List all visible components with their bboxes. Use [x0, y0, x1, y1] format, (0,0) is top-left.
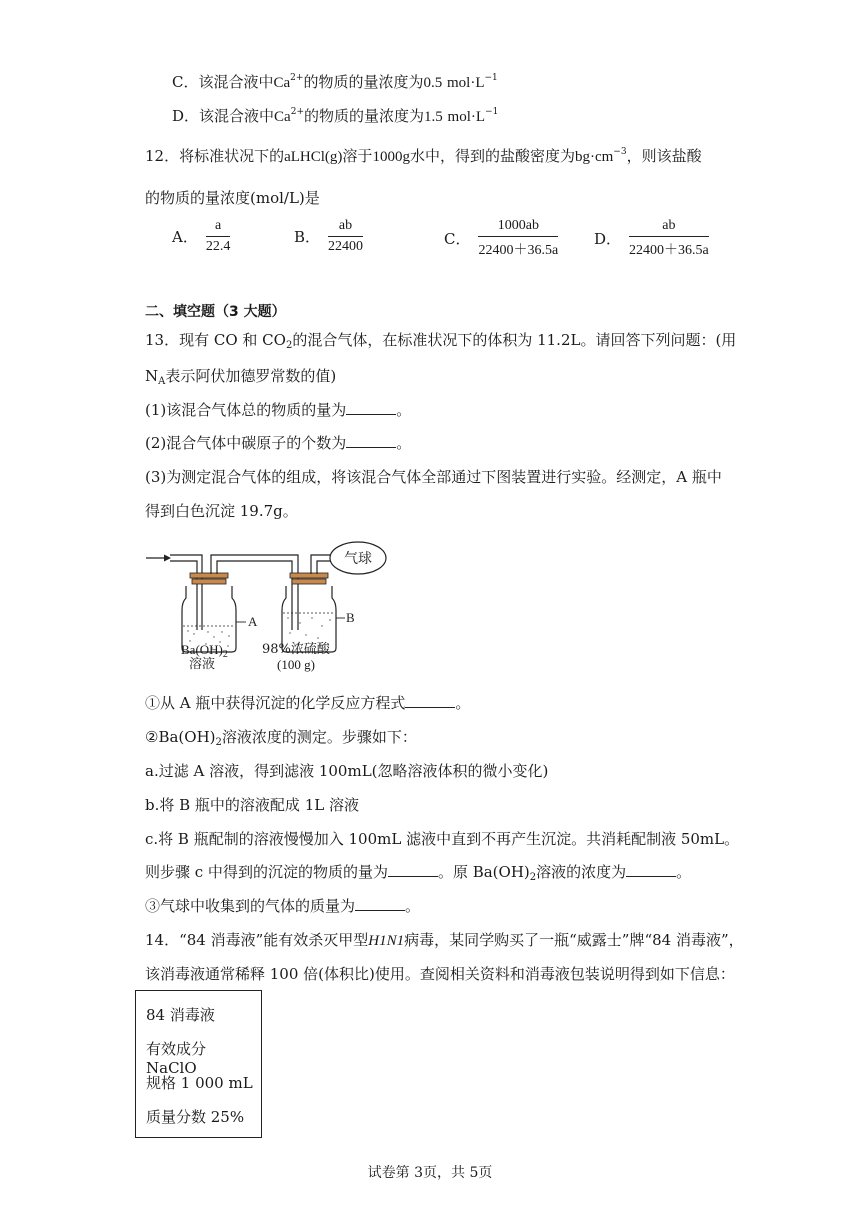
caption-a-line2: 溶液	[189, 657, 216, 672]
bottle-b-stopper	[290, 573, 328, 578]
ion-charge: 2+	[290, 73, 304, 83]
q12-stem-line2: 的物质的量浓度(mol/L)是	[145, 189, 320, 207]
q13-sub1	[145, 400, 411, 420]
bottle-a-stopper	[190, 573, 228, 578]
q11-option-c[interactable]	[172, 72, 498, 93]
option-text: 该混合液中	[199, 107, 275, 125]
answer-blank[interactable]	[346, 400, 396, 415]
option-label: A．	[172, 228, 198, 246]
q13-text: 。	[405, 897, 421, 915]
fraction	[629, 218, 709, 259]
q13-text: ②Ba(OH)	[145, 728, 216, 746]
q13-text: 。	[676, 863, 692, 881]
q13-step-d	[145, 862, 691, 882]
ion-symbol: Ca	[274, 109, 291, 125]
q12-text: 12．将标准状况下的	[145, 147, 285, 165]
q13-stem-line2	[145, 366, 336, 386]
q13-step-c: c.将 B 瓶配制的溶液慢慢加入 100mL 滤液中直到不再产生沉淀。共消耗配制液 50mL。	[145, 830, 740, 848]
numerator: 1000ab	[478, 218, 558, 237]
box-line: 规格 1 000 mL	[146, 1074, 253, 1092]
numerator: a	[206, 218, 231, 237]
q13-text: 13．现有 CO 和 CO	[145, 331, 286, 349]
q12-gas: aLHCl(g)	[284, 149, 343, 165]
caption-text: Ba(OH)	[181, 642, 223, 657]
caption-a-line1	[181, 642, 228, 658]
ion-symbol: Ca	[273, 75, 291, 91]
unit-exp: −1	[484, 73, 498, 83]
q13-stem	[145, 330, 736, 350]
q13-sub3-line2: 得到白色沉淀 19.7g。	[145, 502, 298, 520]
unit: mol·L	[447, 109, 486, 125]
label-b: B	[346, 610, 355, 625]
q13-text: 表示阿伏加德罗常数的值)	[165, 367, 337, 385]
q13-text: 则步骤 c 中得到的沉淀的物质的量为	[145, 863, 388, 881]
option-label: D．	[172, 107, 200, 125]
page-footer: 试卷第 3页，共 5页	[367, 1165, 493, 1181]
option-label: B．	[294, 228, 321, 246]
q12-density: bg·cm	[574, 149, 614, 165]
q13-c3	[145, 896, 420, 916]
q13-text: ①从 A 瓶中获得沉淀的化学反应方程式	[145, 694, 406, 712]
q13-text: 溶液的浓度为	[536, 863, 627, 881]
q13-text: 。原 Ba(OH)	[437, 863, 530, 881]
subscript: 2	[529, 872, 537, 883]
q12-text: ，则该盐酸	[626, 147, 702, 165]
q13-text: (2)混合气体中碳原子的个数为	[145, 434, 347, 452]
q14-text: 14．“84 消毒液”能有效杀灭甲型	[145, 931, 369, 949]
q13-text: 。	[455, 694, 471, 712]
density-exp: −3	[613, 147, 627, 157]
option-text: 该混合液中	[198, 73, 274, 91]
denominator: 22400	[328, 239, 364, 254]
option-label: C．	[172, 73, 199, 91]
option-text: 的物质的量浓度为	[304, 107, 425, 125]
answer-blank[interactable]	[346, 433, 396, 448]
q12-option-c[interactable]	[444, 218, 558, 259]
q14-stem-line2: 该消毒液通常稀释 100 倍(体积比)使用。查阅相关资料和消毒液包装说明得到如下信息：	[145, 965, 735, 983]
q14-stem	[145, 930, 744, 951]
q12-option-a[interactable]	[172, 218, 230, 255]
liquid-b	[287, 617, 330, 644]
value: 1.5	[424, 109, 443, 125]
denominator: 22400＋36.5a	[629, 243, 709, 258]
bottle-a-stopper-lower	[192, 579, 226, 584]
value: 0.5	[423, 75, 443, 91]
q11-option-d[interactable]	[172, 106, 498, 127]
ion-charge: 2+	[290, 107, 304, 117]
option-label: C．	[444, 230, 471, 248]
product-info-box	[135, 990, 262, 1138]
balloon-label: 气球	[344, 551, 372, 567]
fraction	[206, 218, 231, 255]
option-label: D．	[594, 230, 622, 248]
caption-b-line2: (100 g)	[277, 657, 315, 672]
denominator: 22400＋36.5a	[478, 243, 559, 258]
answer-blank[interactable]	[388, 862, 438, 877]
q13-text: 。	[396, 401, 412, 419]
q14-text: 病毒，某同学购买了一瓶“威露士”牌“84 消毒液”，	[404, 931, 744, 949]
q13-sub2	[145, 433, 411, 453]
denominator: 22.4	[205, 239, 231, 254]
q12-text: 溶于	[342, 147, 373, 165]
q13-text: 。	[396, 434, 412, 452]
q13-text: 溶液浓度的测定。步骤如下：	[221, 728, 417, 746]
numerator: ab	[328, 218, 363, 237]
fraction	[328, 218, 363, 255]
subscript: 2	[285, 340, 293, 351]
numerator: ab	[629, 218, 709, 237]
subscript: 2	[215, 737, 222, 748]
unit: mol·L	[447, 75, 485, 91]
answer-blank[interactable]	[355, 896, 405, 911]
option-text: 的物质的量浓度为	[303, 73, 424, 91]
q13-text: 的混合气体，在标准状况下的体积为 11.2L。请回答下列问题：(用	[292, 331, 737, 349]
box-line: 质量分数 25%	[146, 1108, 245, 1126]
box-line: 84 消毒液	[146, 1006, 215, 1024]
box-line: 有效成分 NaClO	[146, 1040, 207, 1077]
q13-sub3: (3)为测定混合气体的组成，将该混合气体全部通过下图装置进行实验。经测定，A 瓶中	[145, 468, 722, 486]
q13-c1	[145, 693, 470, 713]
fraction	[478, 218, 558, 259]
arrow-head	[164, 555, 171, 562]
q12-mass: 1000g	[372, 149, 410, 165]
q12-text: 水中，得到的盐酸密度为	[409, 147, 575, 165]
outlet-tube	[311, 555, 332, 574]
q13-step-b: b.将 B 瓶中的溶液配成 1L 溶液	[145, 796, 359, 814]
q13-text: ③气球中收集到的气体的质量为	[145, 897, 356, 915]
q12-option-d[interactable]	[594, 218, 709, 259]
caption-b-line1: 98%浓硫酸	[262, 642, 330, 657]
q13-text: N	[145, 367, 159, 385]
subscript: A	[158, 376, 166, 387]
unit-exp: −1	[485, 107, 499, 117]
virus-name: H1N1	[368, 933, 405, 949]
q13-text: (1)该混合气体总的物质的量为	[145, 401, 347, 419]
subscript: 2	[222, 649, 228, 660]
section-heading: 二、填空题（3 大题）	[145, 304, 286, 320]
bottle-b-stopper-lower	[292, 579, 326, 584]
q12-option-b[interactable]	[294, 218, 363, 255]
q13-c2	[145, 727, 417, 747]
answer-blank[interactable]	[405, 693, 455, 708]
q13-step-a: a.过滤 A 溶液，得到滤液 100mL(忽略溶液体积的微小变化)	[145, 762, 549, 780]
q12-stem	[145, 146, 702, 167]
label-a: A	[248, 614, 258, 629]
answer-blank[interactable]	[626, 862, 676, 877]
